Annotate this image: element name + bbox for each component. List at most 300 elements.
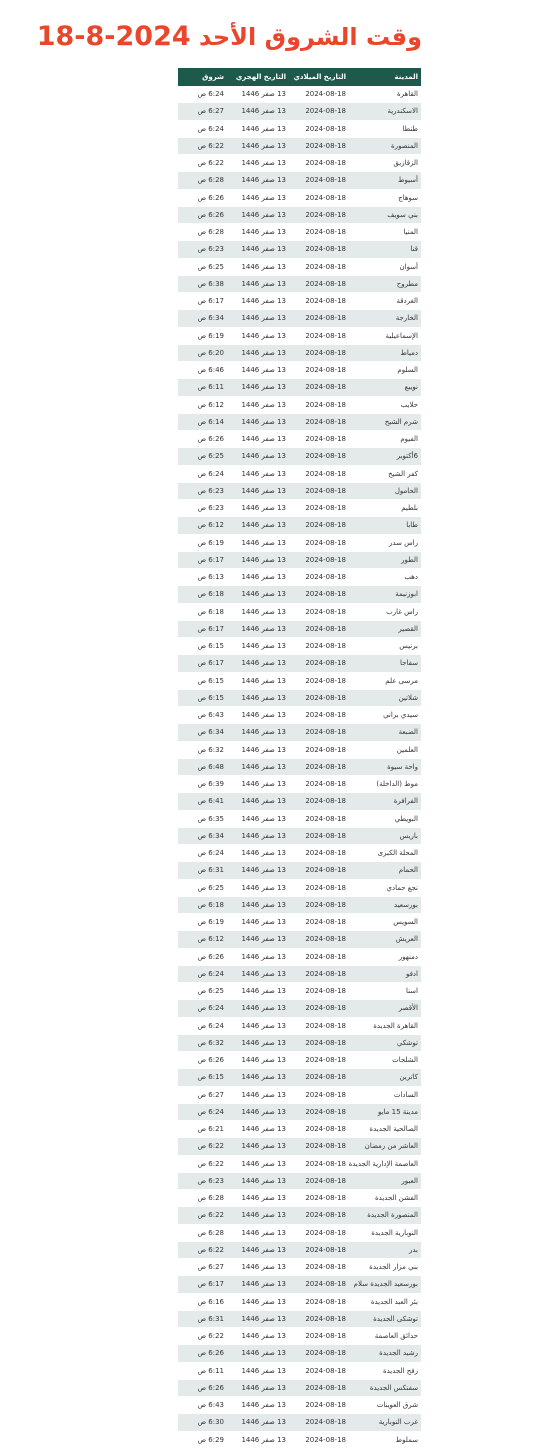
city-cell: الشلجات xyxy=(349,1052,421,1069)
city-cell: الإسماعيلية xyxy=(349,327,421,344)
gregorian-date-cell: 2024-08-18 xyxy=(289,137,349,154)
city-cell: سفنكس الجديدة xyxy=(349,1379,421,1396)
sunrise-table-container xyxy=(178,68,421,1449)
table-row xyxy=(178,86,421,103)
city-cell: قنا xyxy=(349,241,421,258)
city-cell: الحمام xyxy=(349,862,421,879)
city-cell: الاسكندرية xyxy=(349,103,421,120)
hijri-date-cell: 13 صفر 1446 xyxy=(227,1431,289,1448)
table-row xyxy=(178,689,421,706)
gregorian-date-cell: 2024-08-18 xyxy=(289,620,349,637)
city-cell: دهب xyxy=(349,569,421,586)
table-row xyxy=(178,172,421,189)
hijri-date-cell: 13 صفر 1446 xyxy=(227,1207,289,1224)
gregorian-date-cell: 2024-08-18 xyxy=(289,500,349,517)
sunrise-time-cell: 6:15 ص xyxy=(178,1069,227,1086)
sunrise-time-cell: 6:23 ص xyxy=(178,1172,227,1189)
sunrise-time-cell: 6:26 ص xyxy=(178,431,227,448)
table-row xyxy=(178,569,421,586)
table-row xyxy=(178,448,421,465)
city-cell: رشيد الجديدة xyxy=(349,1345,421,1362)
gregorian-date-cell: 2024-08-18 xyxy=(289,224,349,241)
gregorian-date-cell: 2024-08-18 xyxy=(289,1069,349,1086)
sunrise-time-cell: 6:13 ص xyxy=(178,569,227,586)
city-cell: أسوان xyxy=(349,258,421,275)
sunrise-time-cell: 6:48 ص xyxy=(178,758,227,775)
gregorian-date-cell: 2024-08-18 xyxy=(289,603,349,620)
table-row xyxy=(178,1155,421,1172)
hijri-date-cell: 13 صفر 1446 xyxy=(227,293,289,310)
table-row xyxy=(178,1052,421,1069)
table-row xyxy=(178,1259,421,1276)
sunrise-time-cell: 6:24 ص xyxy=(178,965,227,982)
sunrise-time-cell: 6:19 ص xyxy=(178,914,227,931)
city-cell: بني سويف xyxy=(349,206,421,223)
sunrise-time-cell: 6:25 ص xyxy=(178,258,227,275)
gregorian-date-cell: 2024-08-18 xyxy=(289,1259,349,1276)
sunrise-time-cell: 6:24 ص xyxy=(178,1103,227,1120)
sunrise-time-cell: 6:11 ص xyxy=(178,1362,227,1379)
table-row xyxy=(178,1310,421,1327)
city-cell: غرب النوبارية xyxy=(349,1414,421,1431)
table-row xyxy=(178,258,421,275)
gregorian-date-cell: 2024-08-18 xyxy=(289,810,349,827)
sunrise-time-cell: 6:31 ص xyxy=(178,862,227,879)
sunrise-time-cell: 6:21 ص xyxy=(178,1121,227,1138)
gregorian-date-cell: 2024-08-18 xyxy=(289,965,349,982)
sunrise-time-cell: 6:18 ص xyxy=(178,896,227,913)
sunrise-time-cell: 6:22 ص xyxy=(178,1241,227,1258)
table-row xyxy=(178,879,421,896)
hijri-date-cell: 13 صفر 1446 xyxy=(227,1000,289,1017)
city-cell: نجع حمادي xyxy=(349,879,421,896)
sunrise-time-cell: 6:22 ص xyxy=(178,155,227,172)
column-header-gregorian-date: التاريخ الميلادي xyxy=(289,68,349,86)
city-cell: حلايب xyxy=(349,396,421,413)
table-row xyxy=(178,465,421,482)
city-cell: العاشر من رمضان xyxy=(349,1138,421,1155)
hijri-date-cell: 13 صفر 1446 xyxy=(227,931,289,948)
hijri-date-cell: 13 صفر 1446 xyxy=(227,1328,289,1345)
hijri-date-cell: 13 صفر 1446 xyxy=(227,1138,289,1155)
hijri-date-cell: 13 صفر 1446 xyxy=(227,569,289,586)
sunrise-time-cell: 6:17 ص xyxy=(178,620,227,637)
city-cell: النوبارية الجديدة xyxy=(349,1224,421,1241)
page-title-text: وقت الشروق الأحد xyxy=(199,23,422,51)
city-cell: بئر العبد الجديدة xyxy=(349,1293,421,1310)
hijri-date-cell: 13 صفر 1446 xyxy=(227,396,289,413)
city-cell: الصالحية الجديدة xyxy=(349,1121,421,1138)
gregorian-date-cell: 2024-08-18 xyxy=(289,655,349,672)
hijri-date-cell: 13 صفر 1446 xyxy=(227,517,289,534)
hijri-date-cell: 13 صفر 1446 xyxy=(227,103,289,120)
table-row xyxy=(178,1069,421,1086)
city-cell: المحلة الكبرى xyxy=(349,845,421,862)
city-cell: مرسى علم xyxy=(349,672,421,689)
gregorian-date-cell: 2024-08-18 xyxy=(289,1052,349,1069)
hijri-date-cell: 13 صفر 1446 xyxy=(227,586,289,603)
gregorian-date-cell: 2024-08-18 xyxy=(289,275,349,292)
table-row xyxy=(178,586,421,603)
hijri-date-cell: 13 صفر 1446 xyxy=(227,551,289,568)
city-cell: دمياط xyxy=(349,344,421,361)
table-row xyxy=(178,1224,421,1241)
table-row xyxy=(178,310,421,327)
sunrise-time-cell: 6:28 ص xyxy=(178,224,227,241)
hijri-date-cell: 13 صفر 1446 xyxy=(227,362,289,379)
hijri-date-cell: 13 صفر 1446 xyxy=(227,1103,289,1120)
table-row xyxy=(178,1328,421,1345)
sunrise-table xyxy=(178,68,421,1449)
hijri-date-cell: 13 صفر 1446 xyxy=(227,224,289,241)
hijri-date-cell: 13 صفر 1446 xyxy=(227,206,289,223)
sunrise-time-cell: 6:15 ص xyxy=(178,689,227,706)
sunrise-time-cell: 6:26 ص xyxy=(178,206,227,223)
city-cell: المنصورة xyxy=(349,137,421,154)
gregorian-date-cell: 2024-08-18 xyxy=(289,914,349,931)
city-cell: الفيوم xyxy=(349,431,421,448)
table-row xyxy=(178,155,421,172)
city-cell: واحة سيوة xyxy=(349,758,421,775)
city-cell: بني مزار الجديدة xyxy=(349,1259,421,1276)
gregorian-date-cell: 2024-08-18 xyxy=(289,241,349,258)
sunrise-time-cell: 6:24 ص xyxy=(178,86,227,103)
city-cell: راس سدر xyxy=(349,534,421,551)
gregorian-date-cell: 2024-08-18 xyxy=(289,1172,349,1189)
city-cell: سملوط xyxy=(349,1431,421,1448)
hijri-date-cell: 13 صفر 1446 xyxy=(227,1310,289,1327)
table-row xyxy=(178,741,421,758)
sunrise-time-cell: 6:23 ص xyxy=(178,482,227,499)
gregorian-date-cell: 2024-08-18 xyxy=(289,431,349,448)
hijri-date-cell: 13 صفر 1446 xyxy=(227,465,289,482)
table-row xyxy=(178,1276,421,1293)
table-row xyxy=(178,965,421,982)
sunrise-time-cell: 6:26 ص xyxy=(178,1345,227,1362)
gregorian-date-cell: 2024-08-18 xyxy=(289,1379,349,1396)
sunrise-time-cell: 6:18 ص xyxy=(178,586,227,603)
city-cell: العريش xyxy=(349,931,421,948)
sunrise-time-cell: 6:14 ص xyxy=(178,413,227,430)
sunrise-time-cell: 6:12 ص xyxy=(178,396,227,413)
hijri-date-cell: 13 صفر 1446 xyxy=(227,120,289,137)
sunrise-time-cell: 6:24 ص xyxy=(178,845,227,862)
sunrise-time-cell: 6:25 ص xyxy=(178,448,227,465)
gregorian-date-cell: 2024-08-18 xyxy=(289,672,349,689)
gregorian-date-cell: 2024-08-18 xyxy=(289,1310,349,1327)
city-cell: ادفو xyxy=(349,965,421,982)
hijri-date-cell: 13 صفر 1446 xyxy=(227,948,289,965)
gregorian-date-cell: 2024-08-18 xyxy=(289,1086,349,1103)
hijri-date-cell: 13 صفر 1446 xyxy=(227,1121,289,1138)
table-row xyxy=(178,500,421,517)
table-row xyxy=(178,241,421,258)
sunrise-time-cell: 6:38 ص xyxy=(178,275,227,292)
gregorian-date-cell: 2024-08-18 xyxy=(289,1103,349,1120)
table-row xyxy=(178,983,421,1000)
table-row xyxy=(178,1138,421,1155)
sunrise-time-cell: 6:27 ص xyxy=(178,103,227,120)
gregorian-date-cell: 2024-08-18 xyxy=(289,569,349,586)
table-row xyxy=(178,672,421,689)
hijri-date-cell: 13 صفر 1446 xyxy=(227,862,289,879)
city-cell: الحامول xyxy=(349,482,421,499)
table-row xyxy=(178,655,421,672)
table-row xyxy=(178,534,421,551)
hijri-date-cell: 13 صفر 1446 xyxy=(227,482,289,499)
gregorian-date-cell: 2024-08-18 xyxy=(289,776,349,793)
gregorian-date-cell: 2024-08-18 xyxy=(289,741,349,758)
sunrise-time-cell: 6:24 ص xyxy=(178,1000,227,1017)
table-row xyxy=(178,413,421,430)
hijri-date-cell: 13 صفر 1446 xyxy=(227,1172,289,1189)
gregorian-date-cell: 2024-08-18 xyxy=(289,1431,349,1448)
table-row xyxy=(178,1241,421,1258)
city-cell: أسيوط xyxy=(349,172,421,189)
gregorian-date-cell: 2024-08-18 xyxy=(289,310,349,327)
gregorian-date-cell: 2024-08-18 xyxy=(289,448,349,465)
table-row xyxy=(178,551,421,568)
hijri-date-cell: 13 صفر 1446 xyxy=(227,620,289,637)
table-row xyxy=(178,1190,421,1207)
gregorian-date-cell: 2024-08-18 xyxy=(289,758,349,775)
table-row xyxy=(178,931,421,948)
gregorian-date-cell: 2024-08-18 xyxy=(289,1017,349,1034)
hijri-date-cell: 13 صفر 1446 xyxy=(227,879,289,896)
city-cell: شرم الشيخ xyxy=(349,413,421,430)
hijri-date-cell: 13 صفر 1446 xyxy=(227,1052,289,1069)
gregorian-date-cell: 2024-08-18 xyxy=(289,396,349,413)
sunrise-time-cell: 6:34 ص xyxy=(178,310,227,327)
table-row xyxy=(178,758,421,775)
table-row xyxy=(178,776,421,793)
hijri-date-cell: 13 صفر 1446 xyxy=(227,896,289,913)
city-cell: اسنا xyxy=(349,983,421,1000)
hijri-date-cell: 13 صفر 1446 xyxy=(227,827,289,844)
table-row xyxy=(178,1121,421,1138)
table-row xyxy=(178,379,421,396)
hijri-date-cell: 13 صفر 1446 xyxy=(227,344,289,361)
sunrise-time-cell: 6:23 ص xyxy=(178,241,227,258)
hijri-date-cell: 13 صفر 1446 xyxy=(227,845,289,862)
column-header-city: المدينة xyxy=(349,68,421,86)
city-cell: بدر xyxy=(349,1241,421,1258)
gregorian-date-cell: 2024-08-18 xyxy=(289,482,349,499)
gregorian-date-cell: 2024-08-18 xyxy=(289,1207,349,1224)
hijri-date-cell: 13 صفر 1446 xyxy=(227,155,289,172)
city-cell: حدائق العاصمة xyxy=(349,1328,421,1345)
table-row xyxy=(178,603,421,620)
city-cell: مدينة 15 مايو xyxy=(349,1103,421,1120)
table-row xyxy=(178,810,421,827)
gregorian-date-cell: 2024-08-18 xyxy=(289,551,349,568)
gregorian-date-cell: 2024-08-18 xyxy=(289,1414,349,1431)
sunrise-time-cell: 6:24 ص xyxy=(178,465,227,482)
table-row xyxy=(178,1017,421,1034)
sunrise-time-cell: 6:43 ص xyxy=(178,1397,227,1414)
table-row xyxy=(178,206,421,223)
city-cell: ابوزنيمة xyxy=(349,586,421,603)
city-cell: القاهرة الجديدة xyxy=(349,1017,421,1034)
table-row xyxy=(178,1172,421,1189)
table-row xyxy=(178,827,421,844)
sunrise-time-cell: 6:26 ص xyxy=(178,189,227,206)
sunrise-time-cell: 6:46 ص xyxy=(178,362,227,379)
city-cell: مطروح xyxy=(349,275,421,292)
gregorian-date-cell: 2024-08-18 xyxy=(289,896,349,913)
sunrise-time-cell: 6:17 ص xyxy=(178,1276,227,1293)
hijri-date-cell: 13 صفر 1446 xyxy=(227,707,289,724)
table-row xyxy=(178,1000,421,1017)
table-row xyxy=(178,1414,421,1431)
table-row xyxy=(178,1362,421,1379)
table-row xyxy=(178,793,421,810)
city-cell: المنيا xyxy=(349,224,421,241)
sunrise-time-cell: 6:26 ص xyxy=(178,1379,227,1396)
city-cell: القاهرة xyxy=(349,86,421,103)
sunrise-time-cell: 6:25 ص xyxy=(178,879,227,896)
gregorian-date-cell: 2024-08-18 xyxy=(289,1345,349,1362)
sunrise-time-cell: 6:24 ص xyxy=(178,120,227,137)
table-row xyxy=(178,1034,421,1051)
table-header-row xyxy=(178,68,421,86)
sunrise-time-cell: 6:15 ص xyxy=(178,638,227,655)
hijri-date-cell: 13 صفر 1446 xyxy=(227,86,289,103)
table-row xyxy=(178,344,421,361)
gregorian-date-cell: 2024-08-18 xyxy=(289,1190,349,1207)
table-row xyxy=(178,137,421,154)
gregorian-date-cell: 2024-08-18 xyxy=(289,172,349,189)
table-row xyxy=(178,224,421,241)
gregorian-date-cell: 2024-08-18 xyxy=(289,155,349,172)
column-header-hijri-date: التاريخ الهجري xyxy=(227,68,289,86)
table-row xyxy=(178,327,421,344)
sunrise-time-cell: 6:27 ص xyxy=(178,1086,227,1103)
hijri-date-cell: 13 صفر 1446 xyxy=(227,1224,289,1241)
sunrise-time-cell: 6:22 ص xyxy=(178,1328,227,1345)
sunrise-time-cell: 6:26 ص xyxy=(178,948,227,965)
gregorian-date-cell: 2024-08-18 xyxy=(289,362,349,379)
gregorian-date-cell: 2024-08-18 xyxy=(289,1241,349,1258)
table-row xyxy=(178,862,421,879)
sunrise-time-cell: 6:22 ص xyxy=(178,1138,227,1155)
table-row xyxy=(178,638,421,655)
hijri-date-cell: 13 صفر 1446 xyxy=(227,914,289,931)
table-row xyxy=(178,1345,421,1362)
table-row xyxy=(178,517,421,534)
table-row xyxy=(178,396,421,413)
gregorian-date-cell: 2024-08-18 xyxy=(289,1293,349,1310)
city-cell: سفاجا xyxy=(349,655,421,672)
sunrise-time-cell: 6:25 ص xyxy=(178,983,227,1000)
hijri-date-cell: 13 صفر 1446 xyxy=(227,1345,289,1362)
gregorian-date-cell: 2024-08-18 xyxy=(289,1155,349,1172)
sunrise-time-cell: 6:17 ص xyxy=(178,655,227,672)
hijri-date-cell: 13 صفر 1446 xyxy=(227,1190,289,1207)
table-body xyxy=(178,86,421,1448)
sunrise-time-cell: 6:22 ص xyxy=(178,1207,227,1224)
hijri-date-cell: 13 صفر 1446 xyxy=(227,137,289,154)
table-row xyxy=(178,620,421,637)
table-row xyxy=(178,431,421,448)
gregorian-date-cell: 2024-08-18 xyxy=(289,1397,349,1414)
city-cell: بلطيم xyxy=(349,500,421,517)
city-cell: السويس xyxy=(349,914,421,931)
city-cell: بورسعيد xyxy=(349,896,421,913)
column-header-sunrise: شروق xyxy=(178,68,227,86)
hijri-date-cell: 13 صفر 1446 xyxy=(227,810,289,827)
table-row xyxy=(178,724,421,741)
table-row xyxy=(178,1103,421,1120)
sunrise-time-cell: 6:16 ص xyxy=(178,1293,227,1310)
gregorian-date-cell: 2024-08-18 xyxy=(289,827,349,844)
city-cell: البويطي xyxy=(349,810,421,827)
gregorian-date-cell: 2024-08-18 xyxy=(289,293,349,310)
hijri-date-cell: 13 صفر 1446 xyxy=(227,638,289,655)
city-cell: 6أكتوبر xyxy=(349,448,421,465)
gregorian-date-cell: 2024-08-18 xyxy=(289,1224,349,1241)
hijri-date-cell: 13 صفر 1446 xyxy=(227,1241,289,1258)
gregorian-date-cell: 2024-08-18 xyxy=(289,1362,349,1379)
page-title-date: 18-8-2024 xyxy=(36,21,191,52)
gregorian-date-cell: 2024-08-18 xyxy=(289,1000,349,1017)
city-cell: راس غارب xyxy=(349,603,421,620)
city-cell: الفرافرة xyxy=(349,793,421,810)
city-cell: العلمين xyxy=(349,741,421,758)
sunrise-time-cell: 6:15 ص xyxy=(178,672,227,689)
table-row xyxy=(178,896,421,913)
hijri-date-cell: 13 صفر 1446 xyxy=(227,983,289,1000)
gregorian-date-cell: 2024-08-18 xyxy=(289,120,349,137)
city-cell: الفشن الجديدة xyxy=(349,1190,421,1207)
gregorian-date-cell: 2024-08-18 xyxy=(289,189,349,206)
hijri-date-cell: 13 صفر 1446 xyxy=(227,689,289,706)
sunrise-time-cell: 6:28 ص xyxy=(178,172,227,189)
hijri-date-cell: 13 صفر 1446 xyxy=(227,724,289,741)
hijri-date-cell: 13 صفر 1446 xyxy=(227,413,289,430)
sunrise-time-cell: 6:30 ص xyxy=(178,1414,227,1431)
table-row xyxy=(178,707,421,724)
hijri-date-cell: 13 صفر 1446 xyxy=(227,672,289,689)
hijri-date-cell: 13 صفر 1446 xyxy=(227,758,289,775)
hijri-date-cell: 13 صفر 1446 xyxy=(227,655,289,672)
city-cell: شرق العوينات xyxy=(349,1397,421,1414)
table-row xyxy=(178,293,421,310)
gregorian-date-cell: 2024-08-18 xyxy=(289,845,349,862)
city-cell: الزقازيق xyxy=(349,155,421,172)
city-cell: نويبع xyxy=(349,379,421,396)
hijri-date-cell: 13 صفر 1446 xyxy=(227,500,289,517)
table-row xyxy=(178,482,421,499)
city-cell: الأقصر xyxy=(349,1000,421,1017)
sunrise-time-cell: 6:34 ص xyxy=(178,724,227,741)
hijri-date-cell: 13 صفر 1446 xyxy=(227,258,289,275)
hijri-date-cell: 13 صفر 1446 xyxy=(227,776,289,793)
gregorian-date-cell: 2024-08-18 xyxy=(289,103,349,120)
city-cell: توشكى الجديدة xyxy=(349,1310,421,1327)
gregorian-date-cell: 2024-08-18 xyxy=(289,1034,349,1051)
hijri-date-cell: 13 صفر 1446 xyxy=(227,965,289,982)
hijri-date-cell: 13 صفر 1446 xyxy=(227,1414,289,1431)
city-cell: السادات xyxy=(349,1086,421,1103)
city-cell: شلاتين xyxy=(349,689,421,706)
gregorian-date-cell: 2024-08-18 xyxy=(289,638,349,655)
table-row xyxy=(178,1379,421,1396)
sunrise-time-cell: 6:12 ص xyxy=(178,931,227,948)
table-row xyxy=(178,1431,421,1448)
city-cell: برنيس xyxy=(349,638,421,655)
hijri-date-cell: 13 صفر 1446 xyxy=(227,275,289,292)
